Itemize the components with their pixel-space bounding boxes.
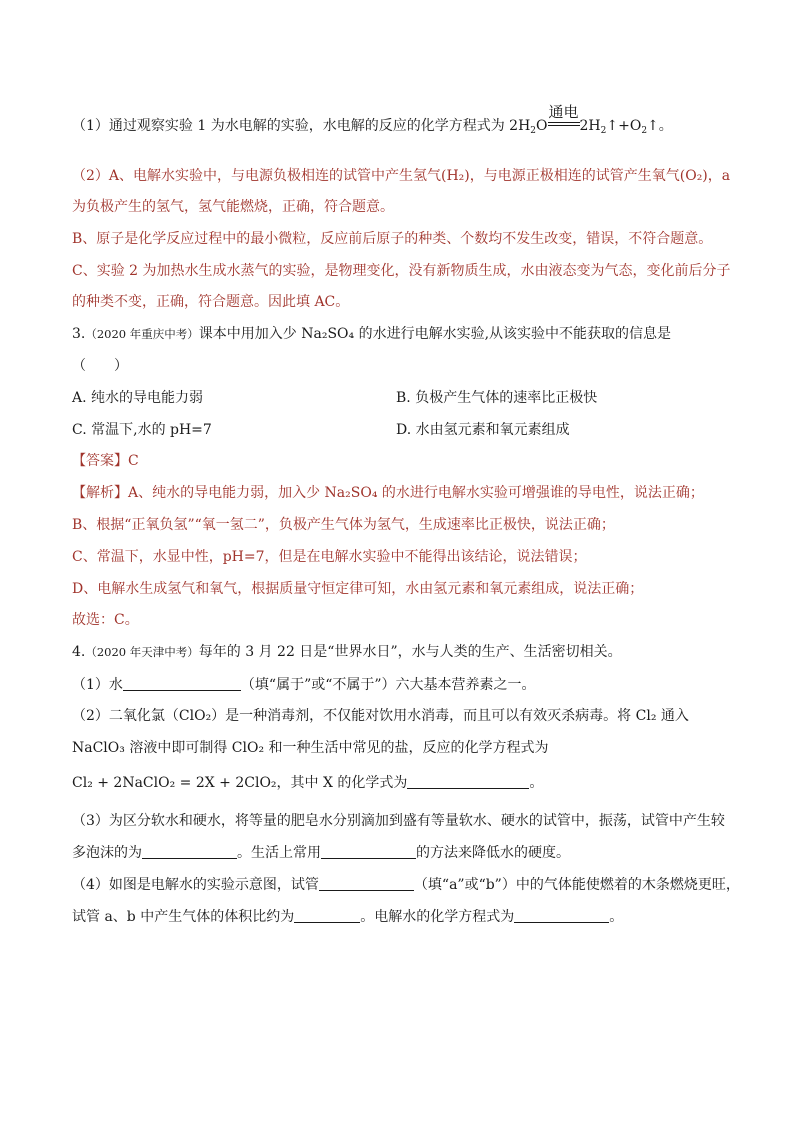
question-text: 课本中用加入少 Na₂SO₄ 的水进行电解水实验,从该实验中不能获取的信息是 (198, 326, 672, 342)
formula-part: 2H (579, 118, 601, 134)
question-number: 3. (72, 326, 86, 342)
formula-part: ↑+O (606, 118, 642, 134)
answer-blank[interactable] (321, 843, 416, 859)
analysis-line: （2）A、电解水实验中，与电源负极相连的试管中产生氢气(H₂)，与电源正极相连的试管产生氧气(O₂)，a (72, 168, 731, 184)
explanation-line: D、电解水生成氢气和氧气，根据质量守恒定律可知，水由氢元素和氧元素组成，说法正确； (72, 581, 644, 597)
question-text: 每年的 3 月 22 日是“世界水日”，水与人类的生产、生活密切相关。 (198, 644, 622, 660)
equals-bars (548, 122, 580, 126)
option-d: D. 水由氢元素和氧元素组成 (396, 422, 570, 438)
analysis-line-equation (72, 103, 673, 136)
q4-part-4-line (72, 875, 740, 895)
analysis-line: 的种类不变，正确，符合题意。因此填 AC。 (72, 294, 350, 310)
explanation-line: 故选：C。 (72, 612, 139, 628)
q4-part-2-line: （2）二氧化氯（ClO₂）是一种消毒剂，不仅能对饮用水消毒，而且可以有效灭杀病毒。将 Cl₂ 通入 (72, 708, 689, 724)
explanation-line: 【解析】A、纯水的导电能力弱，加入少 Na₂SO₄ 的水进行电解水实验可增强谁的导电性，说法正确； (72, 485, 704, 501)
explanation-line: C、常温下，水显中性，pH=7，但是在电解水实验中不能得出该结论，说法错误； (72, 549, 587, 565)
q4-part-1 (72, 675, 536, 695)
q4-part-3-line (72, 843, 570, 863)
question-source: （2020 年重庆中考） (85, 327, 199, 341)
part-text: 。 (529, 775, 544, 791)
question-source: （2020 年天津中考） (85, 645, 199, 659)
analysis-line: 为负极产生的氢气，氢气能燃烧，正确，符合题意。 (72, 199, 394, 215)
answer-blank[interactable] (514, 907, 609, 923)
option-c: C. 常温下,水的 pH=7 (72, 422, 212, 438)
subscript: 2 (641, 126, 648, 136)
part-text: 的方法来降低水的硬度。 (416, 845, 570, 861)
equation-intro: （1）通过观察实验 1 为水电解的实验，水电解的反应的化学方程式为 2H (72, 118, 531, 134)
explanation-line: B、根据“正氧负氢”“氧一氢二”，负极产生气体为氢气，生成速率比正极快，说法正确； (72, 517, 615, 533)
question-4-stem (72, 642, 622, 662)
part-text: （填“属于”或“不属于”）六大基本营养素之一。 (240, 677, 536, 693)
equation-text: Cl₂ + 2NaClO₂ = 2X + 2ClO₂，其中 X 的化学式为 (72, 775, 408, 791)
part-text: （填“a”或“b”）中的气体能使燃着的木条燃烧更旺， (413, 877, 740, 893)
part-text: 。电解水的化学方程式为 (360, 909, 515, 925)
answer-blank[interactable] (294, 907, 360, 923)
answer-paren: （ ） (72, 358, 128, 374)
subscript: 2 (600, 126, 607, 136)
part-text: （4）如图是电解水的实验示意图，试管 (72, 877, 319, 893)
q4-part-2-equation (72, 773, 543, 793)
answer-blank[interactable] (123, 675, 241, 691)
reaction-arrow (548, 103, 580, 130)
reaction-condition: 通电 (548, 103, 579, 121)
part-text: 试管 a、b 中产生气体的体积比约为 (72, 909, 295, 925)
option-b: B. 负极产生气体的速率比正极快 (396, 390, 598, 406)
q4-part-2-line: NaClO₃ 溶液中即可制得 ClO₂ 和一种生活中常见的盐，反应的化学方程式为 (72, 740, 549, 756)
answer-blank[interactable] (319, 875, 414, 891)
part-text: 。生活上常用 (237, 845, 321, 861)
part-text: 多泡沫的为 (72, 845, 142, 861)
analysis-line: C、实验 2 为加热水生成水蒸气的实验，是物理变化，没有新物质生成，水由液态变为气态，变化前后分子 (72, 263, 731, 279)
answer-line: 【答案】C (72, 453, 139, 469)
q4-part-3-line: （3）为区分软水和硬水，将等量的肥皂水分别滴加到盛有等量软水、硬水的试管中，振荡，试管中产生较 (72, 813, 725, 829)
analysis-line: B、原子是化学反应过程中的最小微粒，反应前后原子的种类、个数均不发生改变，错误，不符合题意。 (72, 231, 713, 247)
formula-part: O (536, 118, 548, 134)
part-text: 。 (609, 909, 624, 925)
subscript: 2 (530, 126, 537, 136)
formula-part: ↑。 (647, 118, 673, 134)
option-a: A. 纯水的导电能力弱 (72, 390, 204, 406)
q4-part-4-line (72, 907, 623, 927)
part-text: （1）水 (72, 677, 123, 693)
answer-blank[interactable] (142, 843, 237, 859)
question-3-stem (72, 324, 671, 344)
question-number: 4. (72, 644, 86, 660)
answer-blank[interactable] (407, 773, 529, 789)
